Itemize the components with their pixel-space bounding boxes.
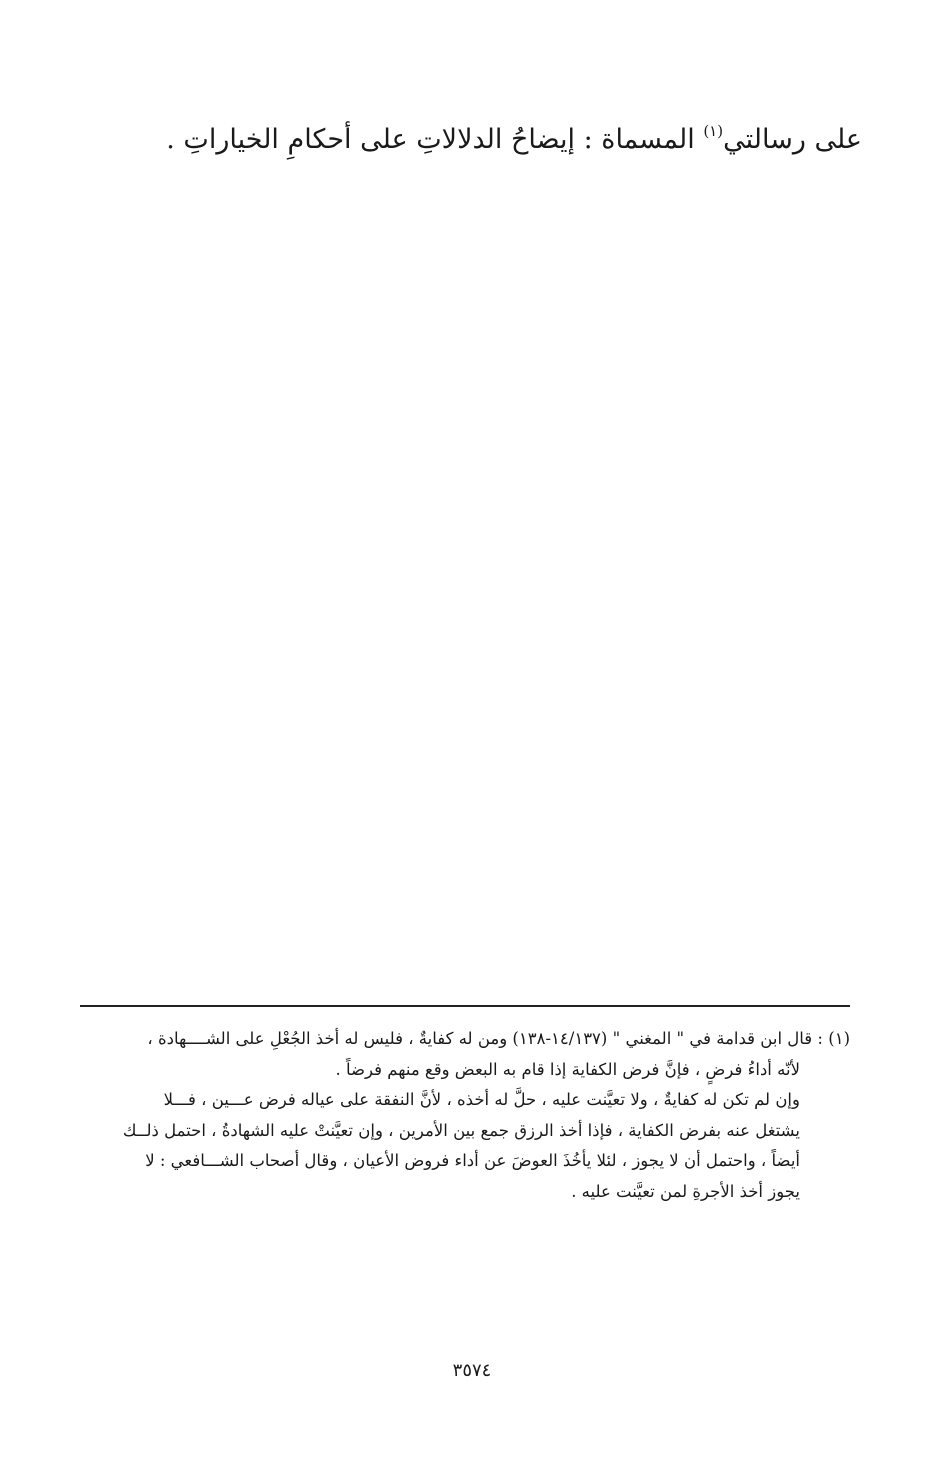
footnote-line: يجوز أخذ الأجرةِ لمن تعيَّنت عليه . <box>571 1181 800 1201</box>
footnote-separator <box>80 1005 850 1007</box>
page-number: ٣٥٧٤ <box>452 1360 492 1381</box>
footnote-line: أيضاً ، واحتمل أن لا يجوز ، لئلا يأخُذَ العوضَ عن أداء فروض الأعيان ، وقال أصحاب الشـــافعي : لا <box>145 1151 800 1170</box>
footnote-line: وإن لم تكن له كفايةٌ ، ولا تعيَّنت عليه ، حلَّ له أخذه ، لأنَّ النفقة على عياله فرض عـــين ، فـــلا <box>163 1090 800 1109</box>
footnote-reference: (١) <box>703 122 724 140</box>
footnote-line: يشتغل عنه بفرض الكفاية ، فإذا أخذ الرزق جمع بين الأمرين ، وإن تعيَّنتْ عليه الشهادةُ ، احتمل ذلــك <box>122 1120 800 1140</box>
main-text-before-note: على رسالتي <box>723 124 862 155</box>
main-text-after-note: المسماة : إيضاحُ الدلالاتِ على أحكامِ الخياراتِ . <box>166 124 704 155</box>
main-text <box>166 118 862 162</box>
footnote-block <box>80 1024 850 1207</box>
footnote-line: لأنّه أداءُ فرضٍ ، فإنَّ فرض الكفاية إذا قام به البعض وقع منهم فرضاً . <box>335 1059 800 1079</box>
footnote-line: (١) : قال ابن قدامة في " المغني " (١٤/١٣٧-١٣٨) ومن له كفايةٌ ، فليس له أخذ الجُعْلِ على الشــــهادة ، <box>147 1029 850 1048</box>
